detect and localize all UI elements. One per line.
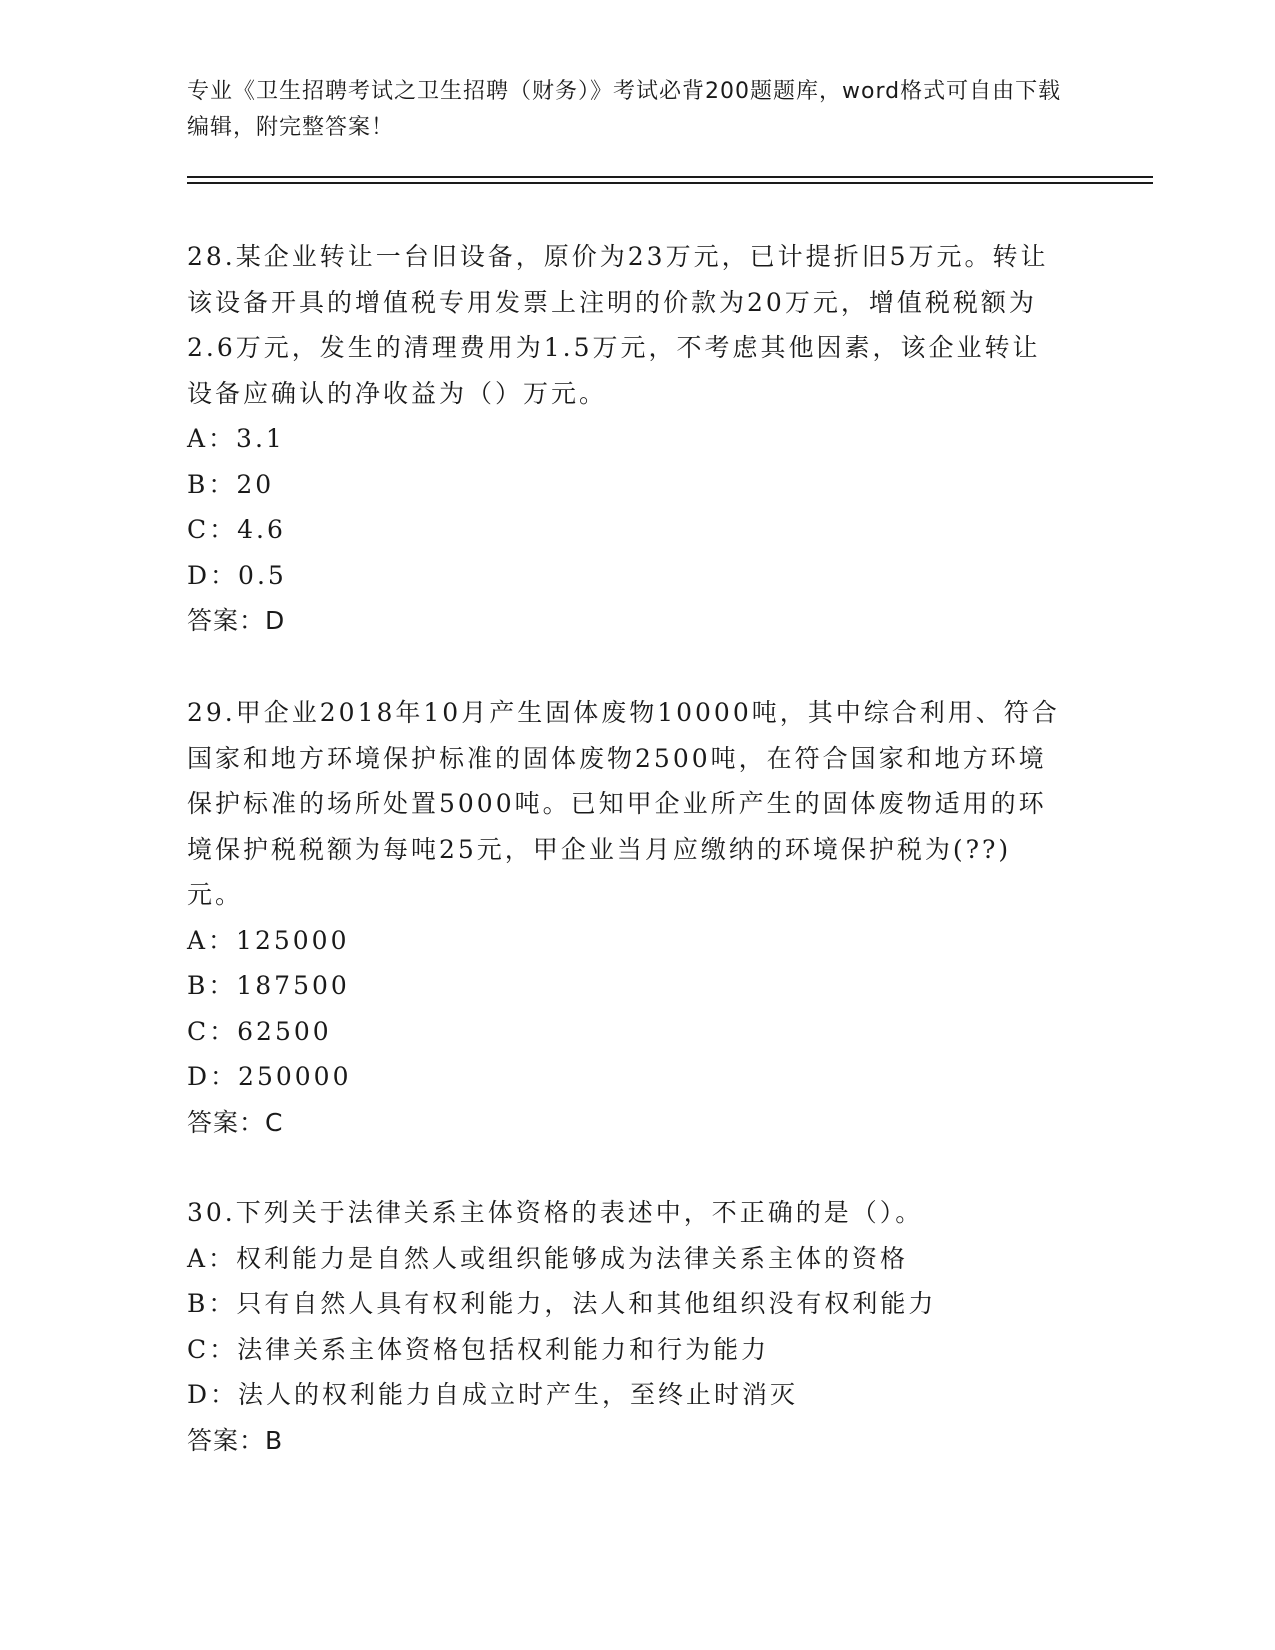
option-a: A：3.1 [187,424,285,453]
question-30 [187,1190,1067,1463]
option-d: D：250000 [187,1062,352,1091]
option-b: B：187500 [187,971,350,1000]
header-divider-line [187,176,1153,178]
option-a: A：权利能力是自然人或组织能够成为法律关系主体的资格 [187,1243,909,1273]
question-stem: 30.下列关于法律关系主体资格的表述中，不正确的是（）。 [187,1198,924,1227]
option-c: C：4.6 [187,515,286,544]
answer-label: 答案：B [187,1425,284,1455]
question-29 [187,690,1067,1145]
document-header: 专业《卫生招聘考试之卫生招聘（财务）》考试必背200题题库，word格式可自由下载编辑，附完整答案！ [187,79,1062,140]
question-28 [187,234,1067,644]
option-c: C：法律关系主体资格包括权利能力和行为能力 [187,1334,770,1364]
question-stem: 28.某企业转让一台旧设备，原价为23万元，已计提折旧5万元。转让该设备开具的增值税专用发票上注明的价款为20万元，增值税税额为2.6万元，发生的清理费用为1.5万元，不考虑其他因素，该企业转让设备应确认的净收益为（）万元。 [187,242,1049,408]
option-b: B：只有自然人具有权利能力，法人和其他组织没有权利能力 [187,1289,937,1318]
option-d: D：0.5 [187,560,287,590]
option-d: D：法人的权利能力自成立时产生，至终止时消灭 [187,1380,799,1409]
header-divider-line-2 [187,182,1153,184]
option-b: B：20 [187,469,275,499]
option-c: C：62500 [187,1016,332,1046]
answer-label: 答案：C [187,1107,284,1137]
question-stem: 29.甲企业2018年10月产生固体废物10000吨，其中综合利用、符合国家和地方环境保护标准的固体废物2500吨，在符合国家和地方环境保护标准的场所处置5000吨。已知甲企业所产生的固体废物适用的环境保护税税额为每吨25元，甲企业当月应缴纳的环境保护税为(??)元。 [187,698,1060,909]
option-a: A：125000 [187,925,350,955]
answer-label: 答案：D [187,606,286,635]
